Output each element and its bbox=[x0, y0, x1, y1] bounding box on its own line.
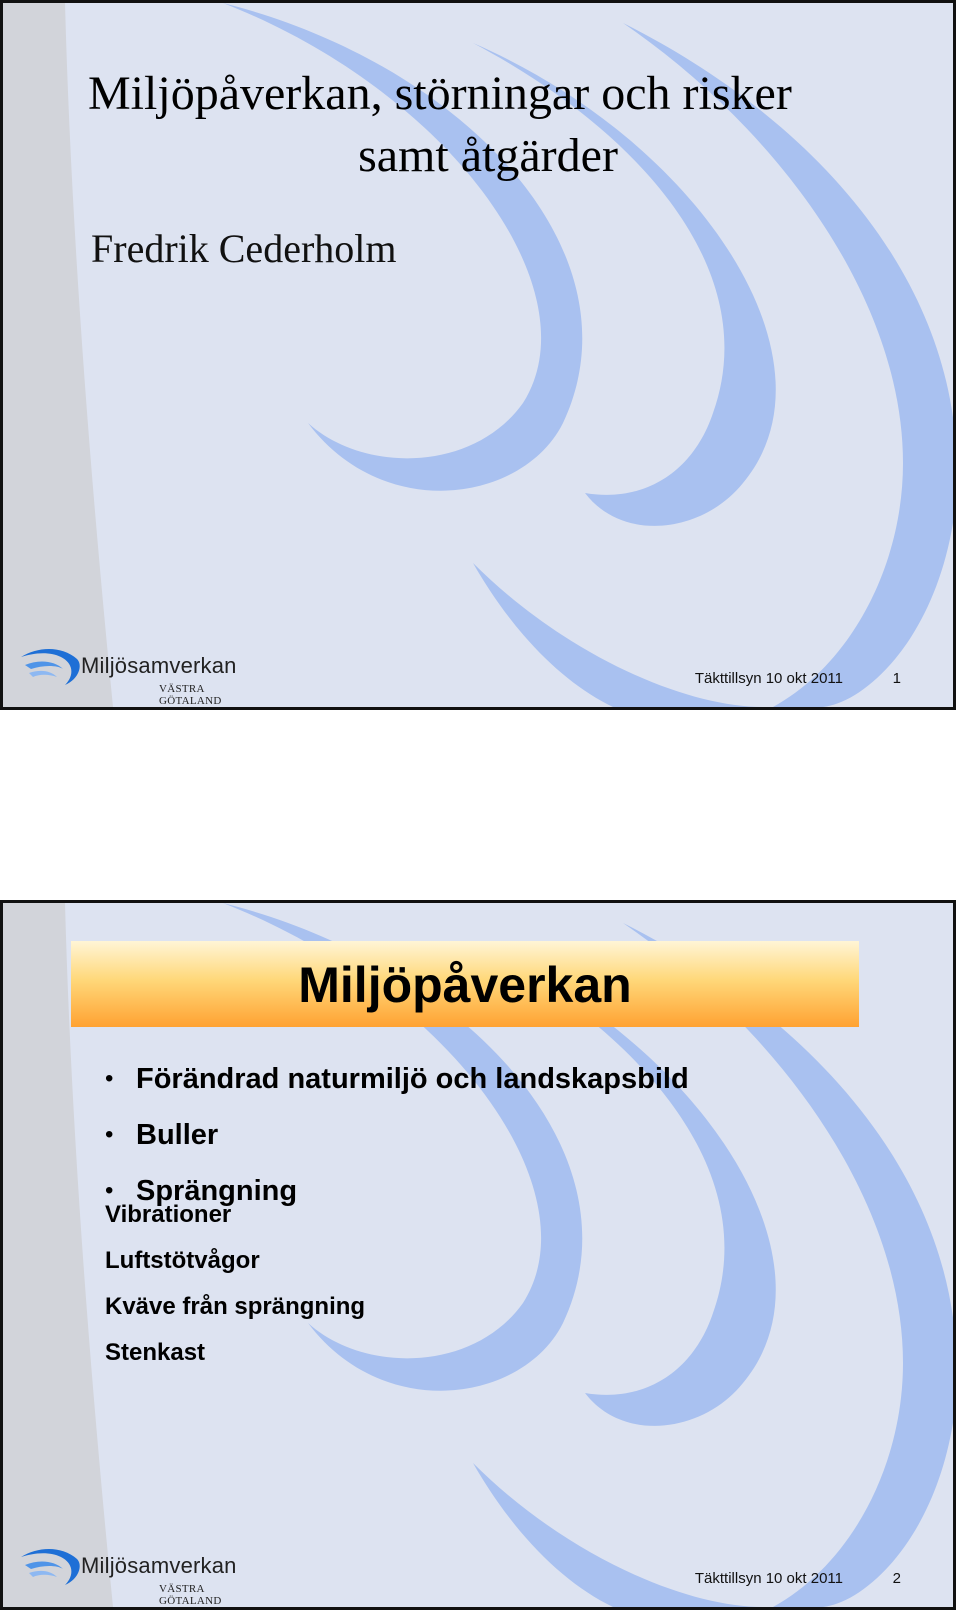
logo-wordmark: Miljösamverkan bbox=[81, 653, 237, 678]
title-bar bbox=[71, 941, 859, 1027]
slide-1 bbox=[0, 0, 956, 710]
list-item bbox=[103, 1115, 689, 1171]
logo-swoosh-icon bbox=[17, 639, 87, 689]
list-item bbox=[103, 1059, 689, 1115]
logo-wordmark: Miljösamverkan bbox=[81, 1553, 237, 1578]
bullet-text: Sprängning bbox=[136, 1175, 298, 1207]
logo-swoosh-icon bbox=[17, 1539, 87, 1589]
bullet-icon: • bbox=[105, 1121, 114, 1148]
sub-list bbox=[105, 1199, 365, 1383]
list-item: Kväve från sprängning bbox=[105, 1293, 366, 1320]
author-name: Fredrik Cederholm bbox=[91, 226, 397, 271]
list-item: Stenkast bbox=[105, 1339, 206, 1366]
bullet-icon: • bbox=[105, 1065, 114, 1092]
logo-region: VÄSTRA GÖTALAND bbox=[159, 683, 222, 707]
list-item: Vibrationer bbox=[105, 1201, 232, 1228]
bullet-icon: • bbox=[105, 1177, 114, 1204]
miljosamverkan-logo bbox=[17, 639, 262, 705]
footer-text: Täkttillsyn 10 okt 2011 bbox=[694, 670, 843, 687]
slide-title-line-1: Miljöpåverkan, störningar och risker bbox=[88, 67, 792, 120]
footer-text: Täkttillsyn 10 okt 2011 bbox=[694, 1570, 843, 1587]
bullet-text: Buller bbox=[136, 1119, 219, 1151]
list-item: Luftstötvågor bbox=[105, 1247, 260, 1274]
slide-number: 1 bbox=[892, 670, 901, 687]
slide-title: Miljöpåverkan bbox=[298, 957, 632, 1013]
slide-title-line-2: samt åtgärder bbox=[358, 129, 618, 182]
miljosamverkan-logo bbox=[17, 1539, 262, 1605]
slide-title bbox=[88, 63, 888, 187]
bullet-text: Förändrad naturmiljö och landskapsbild bbox=[136, 1063, 689, 1095]
slide-2 bbox=[0, 900, 956, 1610]
slide-number: 2 bbox=[892, 1570, 901, 1587]
logo-region: VÄSTRA GÖTALAND bbox=[159, 1583, 222, 1607]
